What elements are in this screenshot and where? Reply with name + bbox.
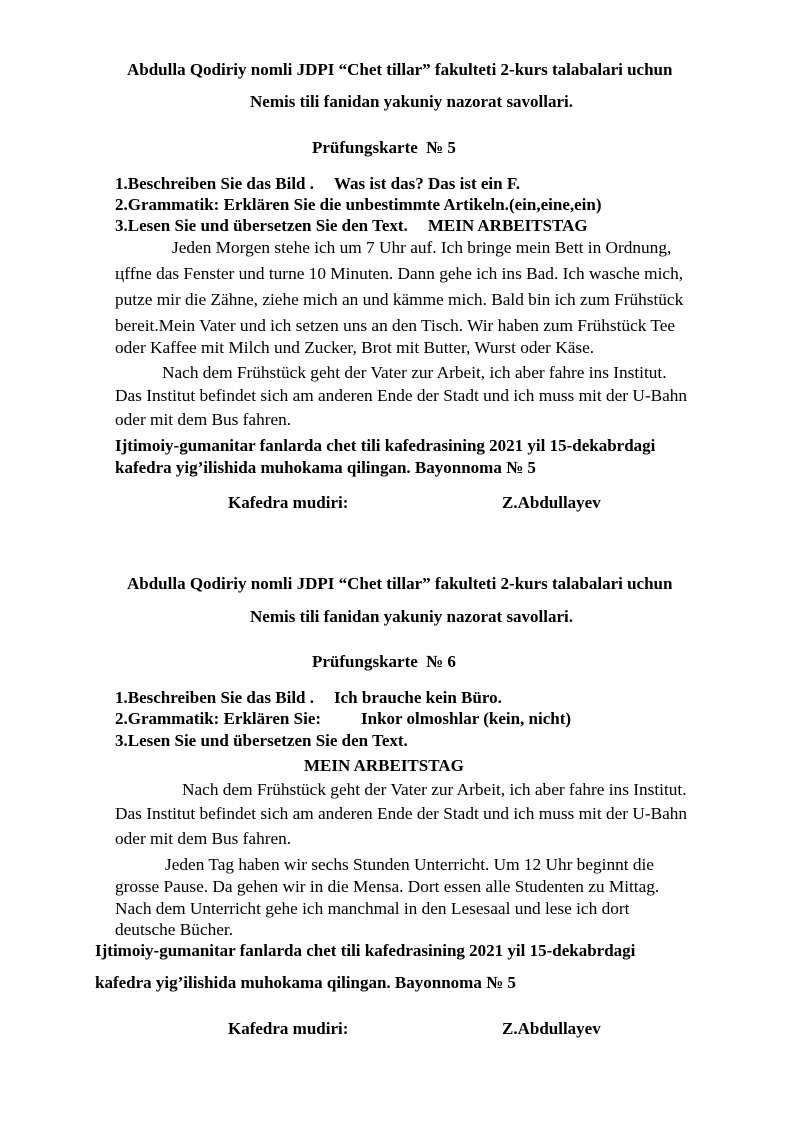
card6-header-line1: Abdulla Qodiriy nomli JDPI “Chet tillar” fakulteti 2-kurs talabalari uchun	[127, 574, 673, 593]
card6-q1-label: 1.Beschreiben Sie das Bild .	[115, 688, 314, 707]
card5-text-line: oder mit dem Bus fahren.	[115, 410, 292, 429]
card5-text-line: bereit.Mein Vater und ich setzen uns an den Tisch. Wir haben zum Frühstück Tee	[115, 316, 676, 335]
card6-footer-line2: kafedra yig’ilishida muhokama qilingan. Bayonnoma № 5	[95, 973, 516, 992]
card5-title	[312, 138, 456, 158]
card5-text-line: Das Institut befindet sich am anderen Ende der Stadt und ich muss mit der U-Bahn	[115, 386, 688, 405]
card6-title-number: № 6	[426, 652, 456, 671]
card6-footer-line1: Ijtimoiy-gumanitar fanlarda chet tili kafedrasining 2021 yil 15-dekabrdagi	[95, 941, 636, 960]
card6-title-label: Prüfungskarte	[312, 652, 418, 671]
card5-footer-line1: Ijtimoiy-gumanitar fanlarda chet tili kafedrasining 2021 yil 15-dekabrdagi	[115, 436, 656, 455]
card6-head-name: Z.Abdullayev	[502, 1019, 601, 1038]
card5-text-line: цffne das Fenster und turne 10 Minuten. Dann gehe ich ins Bad. Ich wasche mich,	[115, 264, 684, 283]
card5-head-name: Z.Abdullayev	[502, 493, 601, 512]
card5-text-line: Jeden Morgen stehe ich um 7 Uhr auf. Ich bringe mein Bett in Ordnung,	[172, 238, 672, 257]
card5-question-1	[115, 174, 520, 194]
card6-q1-text: Ich brauche kein Büro.	[334, 688, 502, 707]
card5-header-line2: Nemis tili fanidan yakuniy nazorat savollari.	[250, 92, 574, 111]
card5-q3-label: 3.Lesen Sie und übersetzen Sie den Text.	[115, 216, 408, 235]
card6-text-line: Nach dem Unterricht gehe ich manchmal in den Lesesaal und lese ich dort	[115, 899, 630, 918]
card5-q1-label: 1.Beschreiben Sie das Bild .	[115, 174, 314, 193]
card6-header-line2: Nemis tili fanidan yakuniy nazorat savollari.	[250, 607, 574, 626]
card5-title-label: Prüfungskarte	[312, 138, 418, 157]
card5-header-line1: Abdulla Qodiriy nomli JDPI “Chet tillar” fakulteti 2-kurs talabalari uchun	[127, 60, 673, 79]
card6-text-line: Das Institut befindet sich am anderen Ende der Stadt und ich muss mit der U-Bahn	[115, 804, 688, 823]
card5-head-label: Kafedra mudiri:	[228, 493, 349, 512]
card6-question-2	[115, 709, 571, 729]
card5-text-line: Nach dem Frühstück geht der Vater zur Arbeit, ich aber fahre ins Institut.	[162, 363, 667, 382]
card5-question-2: 2.Grammatik: Erklären Sie die unbestimmte Artikeln.(ein,eine,ein)	[115, 195, 602, 214]
card6-text-line: grosse Pause. Da gehen wir in die Mensa. Dort essen alle Studenten zu Mittag.	[115, 877, 660, 896]
card5-text-line: oder Kaffee mit Milch und Zucker, Brot mit Butter, Wurst oder Käse.	[115, 338, 595, 357]
card5-footer-line2: kafedra yig’ilishida muhokama qilingan. Bayonnoma № 5	[115, 458, 536, 477]
card6-question-1	[115, 688, 502, 708]
card5-title-number: № 5	[426, 138, 456, 157]
card6-head-label: Kafedra mudiri:	[228, 1019, 349, 1038]
card6-text-title: MEIN ARBEITSTAG	[304, 756, 464, 775]
card5-q1-text: Was ist das? Das ist ein F.	[334, 174, 520, 193]
card6-text-line: Jeden Tag haben wir sechs Stunden Unterricht. Um 12 Uhr beginnt die	[165, 855, 654, 874]
card6-text-line: oder mit dem Bus fahren.	[115, 829, 292, 848]
card6-question-3: 3.Lesen Sie und übersetzen Sie den Text.	[115, 731, 408, 750]
card5-question-3	[115, 216, 588, 236]
card5-text-title: MEIN ARBEITSTAG	[427, 216, 588, 235]
card5-text-line: putze mir die Zähne, ziehe mich an und kämme mich. Bald bin ich zum Frühstück	[115, 290, 684, 309]
card6-text-line: deutsche Bücher.	[115, 920, 234, 939]
card6-q2-label: 2.Grammatik: Erklären Sie:	[115, 709, 322, 728]
card6-title	[312, 652, 456, 672]
card6-text-line: Nach dem Frühstück geht der Vater zur Arbeit, ich aber fahre ins Institut.	[182, 780, 687, 799]
card6-q2-text: Inkor olmoshlar (kein, nicht)	[361, 709, 572, 728]
